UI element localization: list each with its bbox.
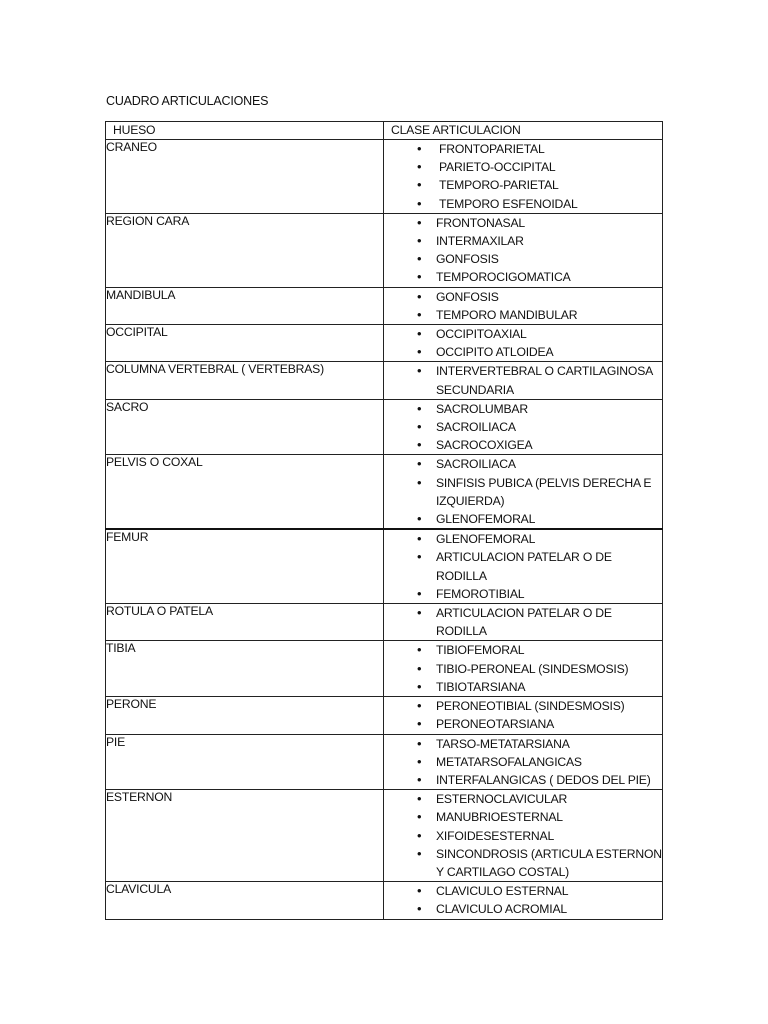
document-title: CUADRO ARTICULACIONES [106,94,269,108]
joint-list-item [384,735,662,753]
joint-list-item [384,250,662,268]
joint-label: GONFOSIS [436,289,499,304]
bullet-icon: • [417,456,422,472]
joint-list-item [384,882,662,900]
joint-label: TARSO-METATARSIANA [436,736,570,751]
joint-label: PERONEOTIBIAL (SINDESMOSIS) [436,699,625,714]
joint-list [384,530,662,603]
joint-list-item [384,641,662,659]
joint-label: MANUBRIOESTERNAL [436,810,563,825]
joint-label: PERONEOTARSIANA [436,717,554,732]
table-row [106,140,663,214]
bullet-icon: • [417,177,422,193]
table-row [106,399,663,455]
joint-cell [384,455,663,529]
joint-list-item [384,343,662,361]
joint-list-item [384,715,662,733]
joint-label: FEMOROTIBIAL [436,586,525,601]
joint-label: FRONTONASAL [436,215,525,230]
joint-list-item [384,510,662,528]
bullet-icon: • [417,827,422,843]
joint-cell [384,529,663,603]
joint-label: TEMPORO MANDIBULAR [436,307,578,322]
joint-list-item [384,827,662,845]
joint-label: OCCIPITOAXIAL [436,327,527,342]
table-row [106,790,663,882]
joint-list-item [384,697,662,715]
joint-cell [384,213,663,287]
joint-label: XIFOIDESESTERNAL [436,828,555,843]
joint-list-item [384,604,662,640]
joint-cell [384,140,663,214]
joint-list-item [384,808,662,826]
table-row [106,362,663,399]
joint-label: INTERVERTEBRAL O CARTILAGINOSA SECUNDARIA [436,364,653,397]
bullet-icon: • [417,251,422,267]
bullet-icon: • [417,288,422,304]
bone-cell: ESTERNON [106,790,384,882]
joint-list-item [384,158,662,176]
joint-list-item [384,436,662,454]
joint-cell [384,325,663,362]
articulations-table [105,121,663,920]
joint-cell [384,604,663,641]
joint-label: ARTICULACION PATELAR O DE RODILLA [436,606,612,639]
table-row [106,325,663,362]
bone-cell: CLAVICULA [106,882,384,919]
joint-cell [384,790,663,882]
table-row [106,529,663,603]
joint-list-item [384,548,662,584]
joint-list [384,400,662,455]
joint-list-item [384,585,662,603]
joint-label: SACROLUMBAR [436,401,528,416]
bone-cell: COLUMNA VERTEBRAL ( VERTEBRAS) [106,362,384,399]
header-bone: HUESO [106,122,384,140]
joint-list-item [384,660,662,678]
bullet-icon: • [417,791,422,807]
joint-label: TIBIOFEMORAL [436,643,525,658]
joint-cell [384,697,663,734]
joint-list [384,790,662,881]
joint-list-item [384,362,662,398]
bullet-icon: • [417,363,422,379]
bullet-icon: • [417,883,422,899]
bone-cell: ROTULA O PATELA [106,604,384,641]
joint-label: SACROCOXIGEA [436,438,533,453]
bullet-icon: • [417,419,422,435]
bullet-icon: • [417,269,422,285]
bullet-icon: • [417,585,422,601]
joint-list-item [384,400,662,418]
bullet-icon: • [417,306,422,322]
table-row [106,734,663,790]
joint-label: FRONTOPARIETAL [439,142,545,156]
bullet-icon: • [417,195,422,211]
joint-list-item [384,753,662,771]
joint-list-item [384,530,662,548]
bullet-icon: • [417,605,422,621]
joint-list [384,604,662,640]
bullet-icon: • [417,233,422,249]
joint-list-item [384,474,662,510]
joint-label: SACROILIACA [436,420,516,435]
joint-list [384,140,662,213]
bullet-icon: • [417,214,422,230]
joint-list-item [384,195,662,213]
joint-list-item [384,418,662,436]
bone-cell: REGION CARA [106,213,384,287]
bone-cell: MANDIBULA [106,287,384,324]
joint-cell [384,362,663,399]
table-row [106,455,663,529]
bullet-icon: • [417,660,422,676]
joint-label: INTERMAXILAR [436,234,524,249]
bullet-icon: • [417,141,422,156]
joint-label: GLENOFEMORAL [436,512,536,527]
table-body [106,140,663,920]
bullet-icon: • [417,437,422,453]
joint-label: TEMPOROCIGOMATICA [436,270,571,285]
joint-list-item [384,176,662,194]
joint-label: ARTICULACION PATELAR O DE RODILLA [436,550,612,583]
joint-list-item [384,214,662,232]
bullet-icon: • [417,511,422,527]
joint-list-item [384,140,662,158]
joint-label: OCCIPITO ATLOIDEA [436,345,554,360]
bullet-icon: • [417,753,422,769]
joint-list [384,362,662,398]
bone-cell: PERONE [106,697,384,734]
bullet-icon: • [417,549,422,565]
joint-label: SINFISIS PUBICA (PELVIS DERECHA E IZQUIERDA) [436,475,652,508]
joint-label: CLAVICULO ESTERNAL [436,884,569,899]
joint-label: TEMPORO ESFENOIDAL [439,196,578,211]
joint-list-item [384,288,662,306]
bullet-icon: • [417,531,422,547]
joint-list [384,325,662,361]
joint-label: SINCONDROSIS (ARTICULA ESTERNON Y CARTILAGO COSTAL) [436,846,662,879]
bone-cell: OCCIPITAL [106,325,384,362]
joint-label: GLENOFEMORAL [436,532,536,547]
header-joint-class: CLASE ARTICULACION [384,122,663,140]
joint-list-item [384,790,662,808]
joint-list-item [384,268,662,286]
joint-label: METATARSOFALANGICAS [436,754,582,769]
table-row [106,641,663,697]
joint-list-item [384,325,662,343]
table-header-row [106,122,663,140]
bone-cell: FEMUR [106,529,384,603]
joint-list [384,735,662,790]
joint-cell [384,287,663,324]
joint-cell [384,734,663,790]
joint-list [384,641,662,696]
bullet-icon: • [417,698,422,714]
joint-list-item [384,232,662,250]
joint-list-item [384,771,662,789]
joint-list-item [384,845,662,881]
joint-label: TIBIO-PERONEAL (SINDESMOSIS) [436,661,629,676]
bullet-icon: • [417,678,422,694]
bullet-icon: • [417,716,422,732]
joint-list-item [384,900,662,918]
joint-label: CLAVICULO ACROMIAL [436,902,567,917]
joint-label: TIBIOTARSIANA [436,679,526,694]
bone-cell: PIE [106,734,384,790]
joint-list [384,882,662,918]
joint-label: ESTERNOCLAVICULAR [436,792,568,807]
bullet-icon: • [417,474,422,490]
joint-label: TEMPORO-PARIETAL [439,178,559,193]
joint-list [384,214,662,287]
table-row [106,697,663,734]
table-row [106,287,663,324]
bullet-icon: • [417,901,422,917]
bullet-icon: • [417,642,422,658]
bullet-icon: • [417,326,422,342]
bullet-icon: • [417,159,422,175]
joint-cell [384,882,663,919]
bullet-icon: • [417,735,422,751]
joint-list-item [384,678,662,696]
bullet-icon: • [417,344,422,360]
joint-label: INTERFALANGICAS ( DEDOS DEL PIE) [436,772,651,787]
joint-label: PARIETO-OCCIPITAL [439,160,556,175]
joint-list [384,697,662,733]
bone-cell: SACRO [106,399,384,455]
bullet-icon: • [417,400,422,416]
joint-list [384,455,662,528]
joint-list-item [384,455,662,473]
bone-cell: PELVIS O COXAL [106,455,384,529]
joint-list-item [384,306,662,324]
bone-cell: CRANEO [106,140,384,214]
joint-cell [384,399,663,455]
bone-cell: TIBIA [106,641,384,697]
joint-list [384,288,662,324]
joint-cell [384,641,663,697]
table-row [106,213,663,287]
joint-label: SACROILIACA [436,457,516,472]
bullet-icon: • [417,771,422,787]
joint-label: GONFOSIS [436,252,499,267]
bullet-icon: • [417,845,422,861]
table-row [106,882,663,919]
bullet-icon: • [417,809,422,825]
table-row [106,604,663,641]
